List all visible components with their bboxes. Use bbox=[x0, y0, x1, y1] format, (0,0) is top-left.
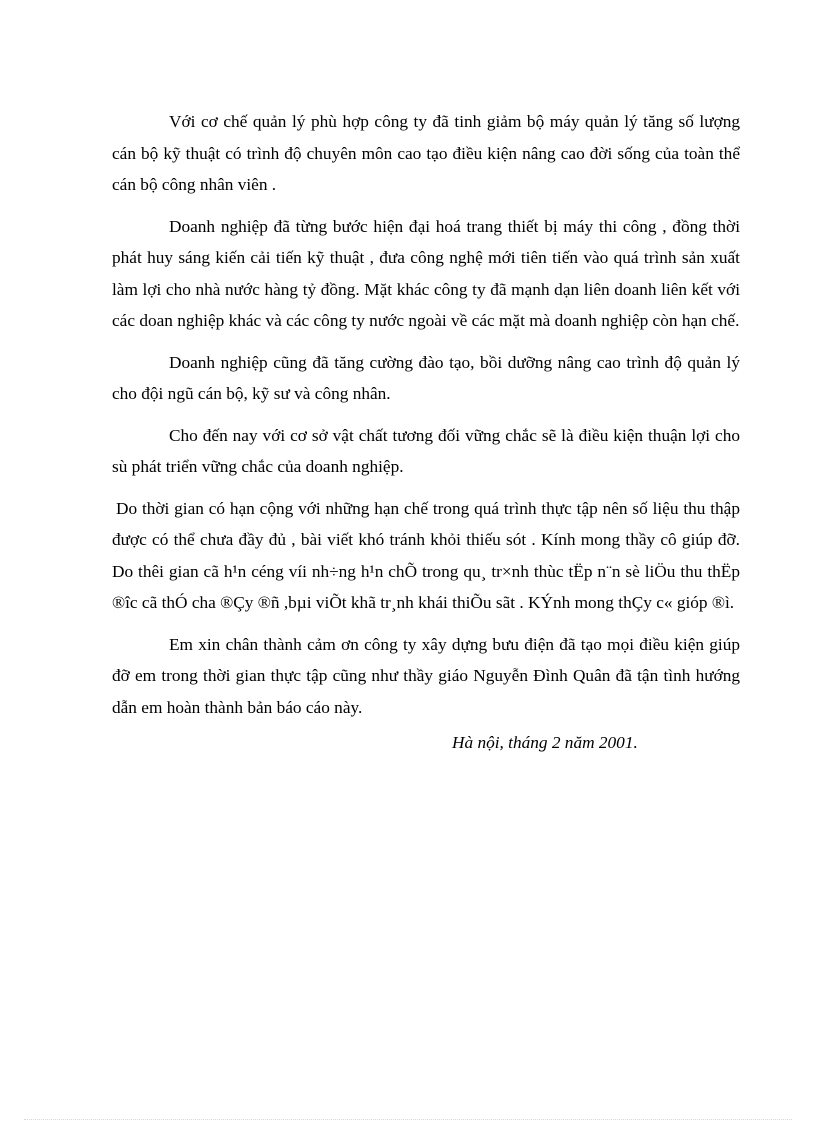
paragraph-modernization: Doanh nghiệp đã từng bước hiện đại hoá trang thiết bị máy thi công , đồng thời phát huy sáng kiến cải tiến kỹ thuật , đưa công nghệ mới tiên tiến vào quá trình sản xuất làm lợi cho nhà nước hàng tỷ đồng. Mặt khác công ty đã mạnh dạn liên doanh liên kết với các doan nghiệp khác và các công ty nước ngoài về các mặt mà doanh nghiệp còn hạn chế. bbox=[112, 216, 740, 330]
signature-date: Hà nội, tháng 2 năm 2001. bbox=[452, 733, 638, 752]
paragraph-development: Cho đến nay với cơ sở vật chất tương đối vững chắc sẽ là điều kiện thuận lợi cho sù phát triển vững chắc của doanh nghiệp. bbox=[112, 425, 740, 476]
page-bottom-rule bbox=[24, 1119, 792, 1120]
paragraph-limitations: Do thời gian có hạn cộng với những hạn chế trong quá trình thực tập nên số liệu thu thập được có thể chưa đầy đủ , bài viết khó tránh khỏi thiếu sót . Kính mong thầy cô giúp đỡ. Do thêi gian cã h¹n céng víi nh÷ng h¹n chÕ trong qu¸ tr×nh thùc tËp n¨n sè liÖu thu thËp ®îc cã thÓ cha ®Çy ®ñ ,bµi viÕt khã tr¸nh khái thiÕu sãt . KÝnh mong thÇy c« gióp ®ì. bbox=[112, 498, 740, 612]
document-body bbox=[112, 106, 740, 759]
paragraph-management: Với cơ chế quản lý phù hợp công ty đã tinh giảm bộ máy quản lý tăng số lượng cán bộ kỹ thuật có trình độ chuyên môn cao tạo điều kiện nâng cao đời sống của toàn thể cán bộ công nhân viên . bbox=[112, 112, 740, 194]
paragraph-thanks: Em xin chân thành cảm ơn công ty xây dựng bưu điện đã tạo mọi điều kiện giúp đỡ em trong thời gian thực tập cũng như thầy giáo Nguyễn Đình Quân đã tận tình hướng dẫn em hoàn thành bản báo cáo này. bbox=[112, 634, 740, 717]
paragraph-training: Doanh nghiệp cũng đã tăng cường đào tạo, bồi dưỡng nâng cao trình độ quản lý cho đội ngũ cán bộ, kỹ sư và công nhân. bbox=[112, 352, 740, 403]
